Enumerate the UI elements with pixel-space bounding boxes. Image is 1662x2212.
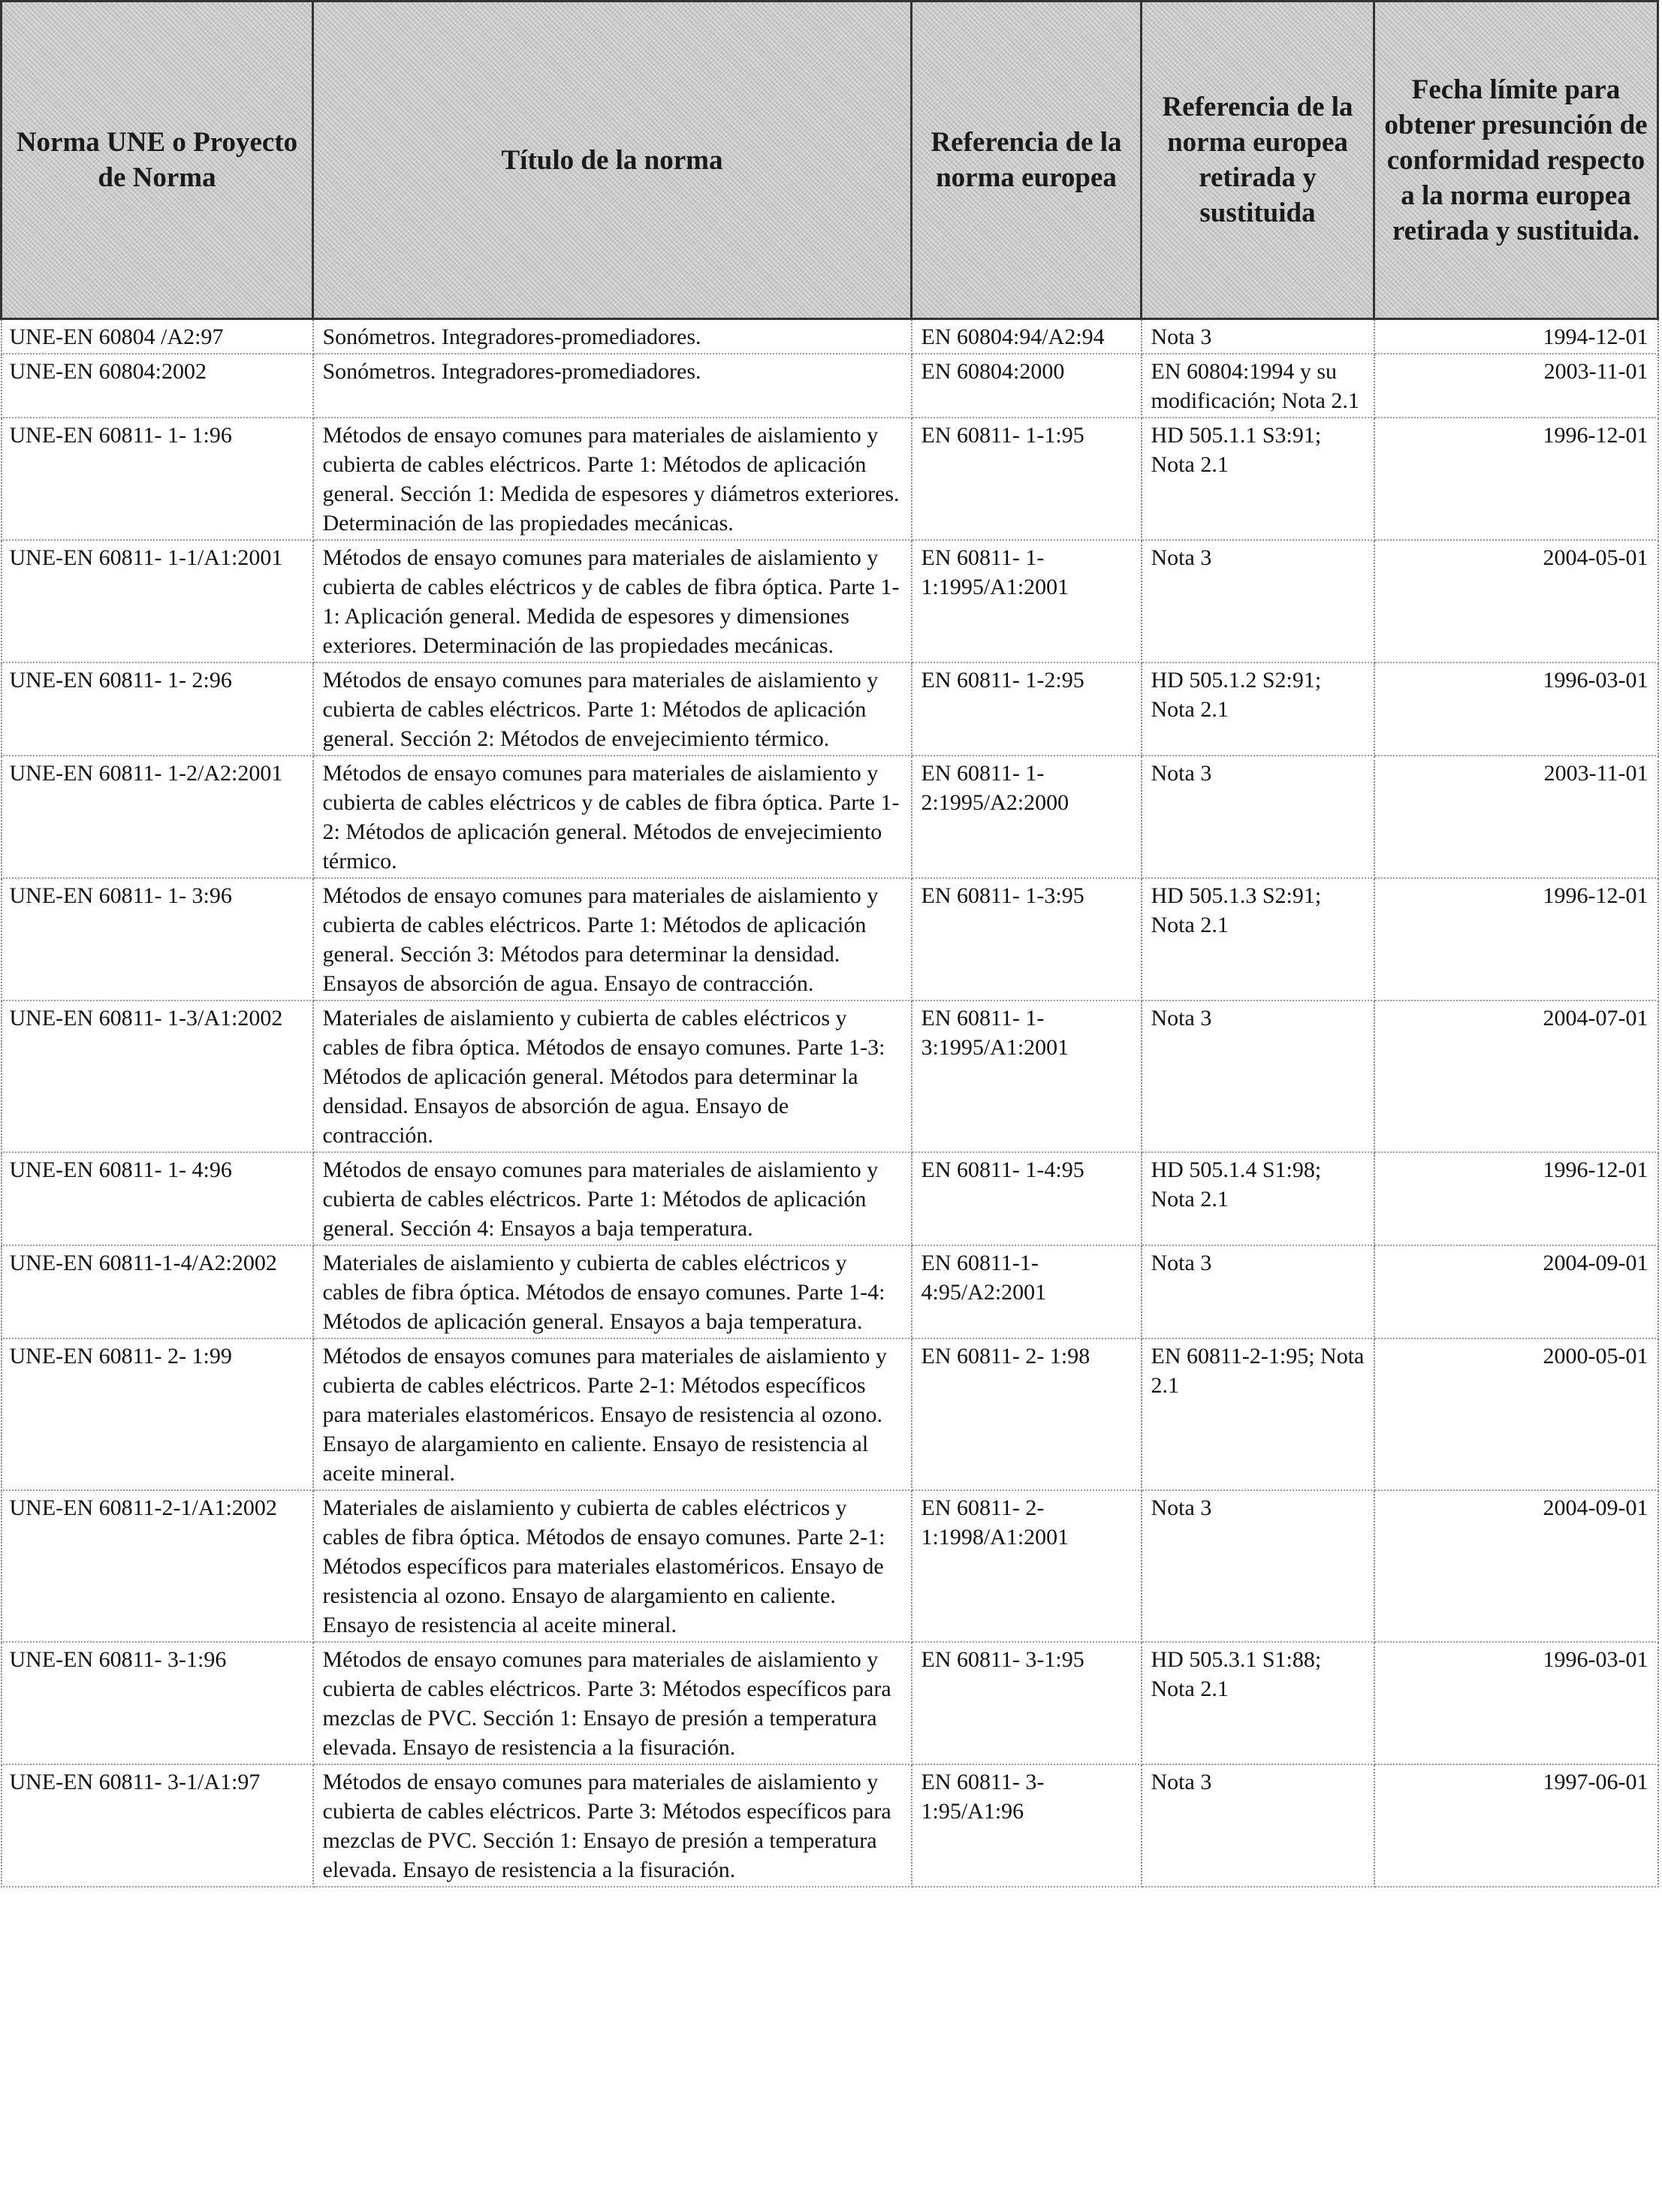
table-row	[2, 662, 1658, 756]
cell-referencia: EN 60811- 1-4:95	[912, 1152, 1142, 1245]
cell-titulo: Métodos de ensayo comunes para materiales de aislamiento y cubierta de cables eléctricos. Parte 1: Métodos de aplicación general. Sección 3: Métodos para determinar la densidad. Ensayos de absorción de agua. Ensayo de contracción.	[313, 878, 912, 1000]
cell-referencia: EN 60811- 2-1:1998/A1:2001	[912, 1490, 1142, 1642]
cell-fecha: 1994-12-01	[1374, 319, 1658, 355]
cell-norma: UNE-EN 60811- 1- 2:96	[2, 662, 313, 756]
cell-norma: UNE-EN 60811- 1- 4:96	[2, 1152, 313, 1245]
cell-norma: UNE-EN 60811- 1-3/A1:2002	[2, 1000, 313, 1152]
cell-fecha: 1996-03-01	[1374, 1642, 1658, 1764]
table-row	[2, 354, 1658, 418]
cell-titulo: Métodos de ensayo comunes para materiales de aislamiento y cubierta de cables eléctricos y de cables de fibra óptica. Parte 1-2: Métodos de aplicación general. Métodos de envejecimiento térmico.	[313, 756, 912, 878]
cell-referencia: EN 60811- 1-2:1995/A2:2000	[912, 756, 1142, 878]
table-row	[2, 1490, 1658, 1642]
cell-titulo: Sonómetros. Integradores-promediadores.	[313, 319, 912, 355]
header-titulo: Título de la norma	[313, 2, 912, 319]
table-row	[2, 540, 1658, 662]
cell-titulo: Métodos de ensayo comunes para materiales de aislamiento y cubierta de cables eléctricos. Parte 3: Métodos específicos para mezclas de PVC. Sección 1: Ensayo de presión a temperatura elevada. Ensayo de resistencia a la fisuración.	[313, 1764, 912, 1887]
cell-fecha: 2004-05-01	[1374, 540, 1658, 662]
cell-fecha: 2004-09-01	[1374, 1245, 1658, 1338]
header-row	[2, 2, 1658, 319]
table-row	[2, 1000, 1658, 1152]
cell-norma: UNE-EN 60811-1-4/A2:2002	[2, 1245, 313, 1338]
cell-norma: UNE-EN 60804 /A2:97	[2, 319, 313, 355]
cell-fecha: 1996-12-01	[1374, 878, 1658, 1000]
table-row	[2, 1245, 1658, 1338]
cell-retirada: EN 60804:1994 y su modificación; Nota 2.1	[1142, 354, 1374, 418]
table-row	[2, 1764, 1658, 1887]
cell-retirada: Nota 3	[1142, 756, 1374, 878]
cell-fecha: 2004-09-01	[1374, 1490, 1658, 1642]
table-row	[2, 756, 1658, 878]
table-row	[2, 418, 1658, 540]
cell-norma: UNE-EN 60811- 1- 3:96	[2, 878, 313, 1000]
cell-titulo: Materiales de aislamiento y cubierta de cables eléctricos y cables de fibra óptica. Métodos de ensayo comunes. Parte 1-4: Métodos de aplicación general. Ensayos a baja temperatura.	[313, 1245, 912, 1338]
table-body	[2, 319, 1658, 1888]
cell-norma: UNE-EN 60811- 1- 1:96	[2, 418, 313, 540]
cell-referencia: EN 60811- 2- 1:98	[912, 1338, 1142, 1490]
cell-retirada: HD 505.3.1 S1:88; Nota 2.1	[1142, 1642, 1374, 1764]
cell-norma: UNE-EN 60804:2002	[2, 354, 313, 418]
cell-titulo: Métodos de ensayo comunes para materiales de aislamiento y cubierta de cables eléctricos. Parte 1: Métodos de aplicación general. Sección 4: Ensayos a baja temperatura.	[313, 1152, 912, 1245]
cell-norma: UNE-EN 60811- 3-1:96	[2, 1642, 313, 1764]
table-row	[2, 1642, 1658, 1764]
table-row	[2, 1152, 1658, 1245]
cell-retirada: Nota 3	[1142, 319, 1374, 355]
cell-referencia: EN 60804:94/A2:94	[912, 319, 1142, 355]
cell-retirada: Nota 3	[1142, 1764, 1374, 1887]
header-referencia: Referencia de la norma europea	[912, 2, 1142, 319]
cell-referencia: EN 60811- 1-2:95	[912, 662, 1142, 756]
table-row	[2, 1338, 1658, 1490]
cell-titulo: Materiales de aislamiento y cubierta de cables eléctricos y cables de fibra óptica. Métodos de ensayo comunes. Parte 2-1: Métodos específicos para materiales elastoméricos. Ensayo de resistencia al ozono. Ensayo de alargamiento en caliente. Ensayo de resistencia al aceite mineral.	[313, 1490, 912, 1642]
cell-retirada: Nota 3	[1142, 540, 1374, 662]
cell-referencia: EN 60804:2000	[912, 354, 1142, 418]
cell-retirada: EN 60811-2-1:95; Nota 2.1	[1142, 1338, 1374, 1490]
cell-retirada: Nota 3	[1142, 1245, 1374, 1338]
cell-norma: UNE-EN 60811- 1-2/A2:2001	[2, 756, 313, 878]
cell-fecha: 1997-06-01	[1374, 1764, 1658, 1887]
cell-fecha: 2004-07-01	[1374, 1000, 1658, 1152]
cell-retirada: Nota 3	[1142, 1490, 1374, 1642]
cell-titulo: Métodos de ensayo comunes para materiales de aislamiento y cubierta de cables eléctricos. Parte 3: Métodos específicos para mezclas de PVC. Sección 1: Ensayo de presión a temperatura elevada. Ensayo de resistencia a la fisuración.	[313, 1642, 912, 1764]
cell-fecha: 1996-12-01	[1374, 418, 1658, 540]
cell-referencia: EN 60811- 1-3:95	[912, 878, 1142, 1000]
cell-referencia: EN 60811- 1-3:1995/A1:2001	[912, 1000, 1142, 1152]
cell-norma: UNE-EN 60811- 2- 1:99	[2, 1338, 313, 1490]
cell-fecha: 2000-05-01	[1374, 1338, 1658, 1490]
cell-fecha: 2003-11-01	[1374, 756, 1658, 878]
cell-norma: UNE-EN 60811- 3-1/A1:97	[2, 1764, 313, 1887]
table-header	[2, 2, 1658, 319]
cell-referencia: EN 60811-1-4:95/A2:2001	[912, 1245, 1142, 1338]
cell-referencia: EN 60811- 1-1:95	[912, 418, 1142, 540]
cell-referencia: EN 60811- 1-1:1995/A1:2001	[912, 540, 1142, 662]
cell-fecha: 1996-03-01	[1374, 662, 1658, 756]
cell-norma: UNE-EN 60811-2-1/A1:2002	[2, 1490, 313, 1642]
header-norma: Norma UNE o Proyecto de Norma	[2, 2, 313, 319]
table-row	[2, 319, 1658, 355]
cell-referencia: EN 60811- 3-1:95	[912, 1642, 1142, 1764]
cell-titulo: Sonómetros. Integradores-promediadores.	[313, 354, 912, 418]
cell-retirada: HD 505.1.3 S2:91; Nota 2.1	[1142, 878, 1374, 1000]
cell-retirada: HD 505.1.2 S2:91; Nota 2.1	[1142, 662, 1374, 756]
cell-titulo: Métodos de ensayo comunes para materiales de aislamiento y cubierta de cables eléctricos. Parte 1: Métodos de aplicación general. Sección 2: Métodos de envejecimiento térmico.	[313, 662, 912, 756]
cell-fecha: 1996-12-01	[1374, 1152, 1658, 1245]
header-retirada: Referencia de la norma europea retirada y sustituida	[1142, 2, 1374, 319]
cell-titulo: Métodos de ensayo comunes para materiales de aislamiento y cubierta de cables eléctricos y de cables de fibra óptica. Parte 1-1: Aplicación general. Medida de espesores y dimensiones exteriores. Determinación de las propiedades mecánicas.	[313, 540, 912, 662]
cell-retirada: Nota 3	[1142, 1000, 1374, 1152]
header-fecha: Fecha límite para obtener presunción de conformidad respecto a la norma europea retirada y sustituida.	[1374, 2, 1658, 319]
cell-titulo: Materiales de aislamiento y cubierta de cables eléctricos y cables de fibra óptica. Métodos de ensayo comunes. Parte 1-3: Métodos de aplicación general. Métodos para determinar la densidad. Ensayos de absorción de agua. Ensayo de contracción.	[313, 1000, 912, 1152]
table-row	[2, 878, 1658, 1000]
cell-titulo: Métodos de ensayo comunes para materiales de aislamiento y cubierta de cables eléctricos. Parte 1: Métodos de aplicación general. Sección 1: Medida de espesores y diámetros exteriores. Determinación de las propiedades mecánicas.	[313, 418, 912, 540]
cell-norma: UNE-EN 60811- 1-1/A1:2001	[2, 540, 313, 662]
cell-referencia: EN 60811- 3-1:95/A1:96	[912, 1764, 1142, 1887]
cell-retirada: HD 505.1.1 S3:91; Nota 2.1	[1142, 418, 1374, 540]
cell-retirada: HD 505.1.4 S1:98; Nota 2.1	[1142, 1152, 1374, 1245]
cell-fecha: 2003-11-01	[1374, 354, 1658, 418]
cell-titulo: Métodos de ensayos comunes para materiales de aislamiento y cubierta de cables eléctricos. Parte 2-1: Métodos específicos para materiales elastoméricos. Ensayo de resistencia al ozono. Ensayo de alargamiento en caliente. Ensayo de resistencia al aceite mineral.	[313, 1338, 912, 1490]
